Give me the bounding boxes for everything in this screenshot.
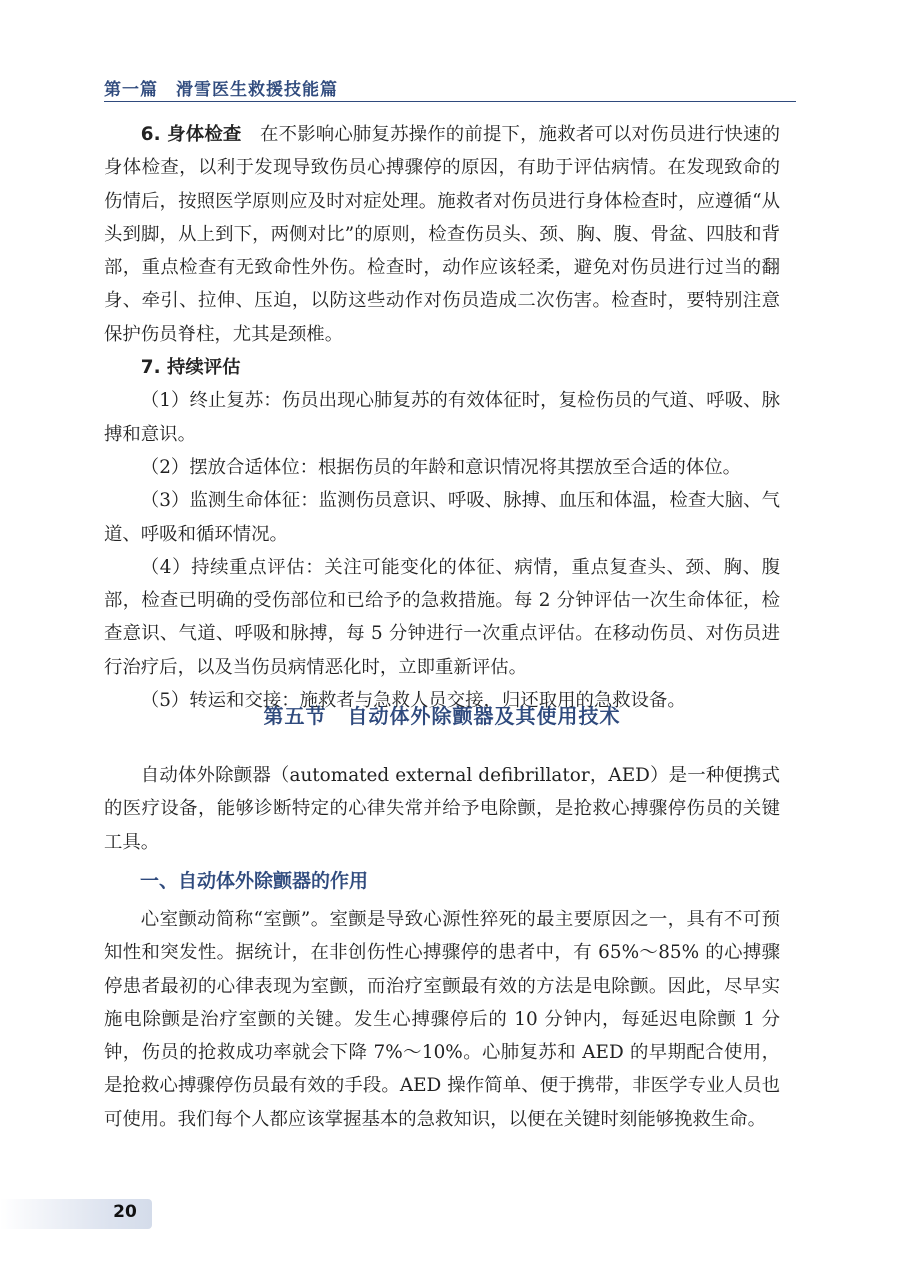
section-title: 第五节 自动体外除颤器及其使用技术 bbox=[263, 704, 621, 728]
running-head: 第一篇 滑雪医生救援技能篇 bbox=[104, 80, 338, 100]
section-intro-block bbox=[104, 759, 780, 859]
section-intro: 自动体外除颤器（automated external defibrillator，AED）是一种便携式的医疗设备，能够诊断特定的心律失常并给予电除颤，是抢救心搏骤停伤员的关键工具。 bbox=[104, 765, 780, 853]
heading-continuous-assessment: 7. 持续评估 bbox=[140, 357, 241, 379]
body-upper bbox=[104, 118, 780, 717]
page-number: 20 bbox=[113, 1202, 137, 1222]
heading-physical-exam: 6. 身体检查 bbox=[140, 124, 242, 145]
subsection-body bbox=[104, 903, 780, 1136]
header-divider bbox=[104, 101, 796, 102]
list-item-vital-signs: （3）监测生命体征：监测伤员意识、呼吸、脉搏、血压和体温，检查大脑、气道、呼吸和循环情况。 bbox=[104, 490, 780, 545]
physical-exam-text: 在不影响心肺复苏操作的前提下，施救者可以对伤员进行快速的身体检查，以利于发现导致伤员心搏骤停的原因，有助于评估病情。在发现致命的伤情后，按照医学原则应及时对症处理。施救者对伤员进行身体检查时，应遵循“从头到脚，从上到下，两侧对比”的原则，检查伤员头、颈、胸、腹、骨盆、四肢和背部，重点检查有无致命性外伤。检查时，动作应该轻柔，避免对伤员进行过当的翻身、牵引、拉伸、压迫，以防这些动作对伤员造成二次伤害。检查时，要特别注意保护伤员脊柱，尤其是颈椎。 bbox=[104, 124, 780, 345]
list-item-focused-assessment: （4）持续重点评估：关注可能变化的体征、病情，重点复查头、颈、胸、腹部，检查已明确的受伤部位和已给予的急救措施。每 2 分钟评估一次生命体征，检查意识、气道、呼吸和脉搏，每 5 分钟进行一次重点评估。在移动伤员、对伤员进行治疗后，以及当伤员病情恶化时，立即重新评估。 bbox=[104, 556, 780, 678]
subsection-text: 心室颤动简称“室颤”。室颤是导致心源性猝死的最主要原因之一，具有不可预知性和突发性。据统计，在非创伤性心搏骤停的患者中，有 65%～85% 的心搏骤停患者最初的心律表现为室颤，而治疗室颤最有效的方法是电除颤。因此，尽早实施电除颤是治疗室颤的关键。发生心搏骤停后的 10 分钟内，每延迟电除颤 1 分钟，伤员的抢救成功率就会下降 7%～10%。心肺复苏和 AED 的早期配合使用，是抢救心搏骤停伤员最有效的手段。AED 操作简单、便于携带，非医学专业人员也可使用。我们每个人都应该掌握基本的急救知识，以便在关键时刻能够挽救生命。 bbox=[104, 909, 780, 1130]
paragraph-physical-exam bbox=[104, 118, 780, 351]
list-item-transfer: （5）转运和交接：施救者与急救人员交接，归还取用的急救设备。 bbox=[140, 690, 686, 712]
list-item-position: （2）摆放合适体位：根据伤员的年龄和意识情况将其摆放至合适的体位。 bbox=[140, 456, 741, 478]
subsection-title: 一、自动体外除颤器的作用 bbox=[140, 870, 369, 892]
list-item-stop-cpr: （1）终止复苏：伤员出现心肺复苏的有效体征时，复检伤员的气道、呼吸、脉搏和意识。 bbox=[104, 390, 780, 445]
